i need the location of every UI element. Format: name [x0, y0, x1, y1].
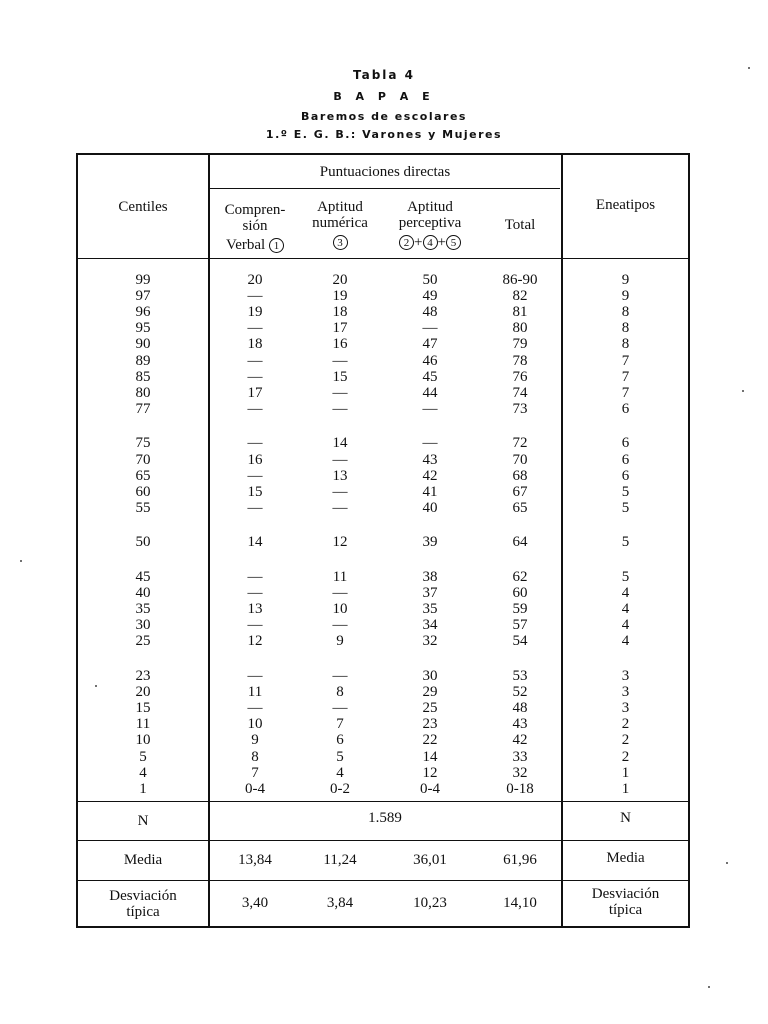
- comprension-cell: —: [247, 467, 263, 484]
- numerica-cell: 13: [332, 467, 348, 484]
- perceptiva-cell: —: [422, 435, 438, 452]
- eneatipo-cell: 3: [621, 668, 630, 684]
- comprension-cell: —: [247, 617, 263, 634]
- perceptiva-cell: 43: [422, 451, 438, 468]
- header-eneatipos: Eneatipos: [595, 197, 656, 213]
- eneatipo-cell: 6: [621, 435, 630, 452]
- total-cell: 86-90: [502, 272, 538, 288]
- perceptiva-cell: 38: [422, 569, 438, 585]
- perceptiva-cell: 14: [422, 748, 438, 765]
- comprension-cell: —: [247, 668, 263, 684]
- n-label: N: [137, 813, 149, 829]
- numerica-cell: 17: [332, 320, 348, 337]
- perceptiva-cell: 50: [422, 272, 438, 288]
- centile-cell: 99: [135, 272, 151, 288]
- total-cell: 74: [512, 384, 528, 401]
- numerica-cell: —: [332, 384, 348, 401]
- media-label: Media: [123, 852, 163, 868]
- perceptiva-cell: 41: [422, 483, 438, 500]
- perceptiva-cell: 30: [422, 668, 438, 684]
- eneatipo-cell: 2: [621, 716, 630, 733]
- n-bottom-rule: [78, 840, 688, 841]
- total-cell: 73: [512, 400, 528, 417]
- comprension-cell: —: [247, 320, 263, 337]
- centile-cell: 65: [135, 467, 151, 484]
- perceptiva-cell: 12: [422, 764, 438, 781]
- comprension-cell: 12: [247, 633, 263, 650]
- centile-cell: 70: [135, 451, 151, 468]
- comprension-cell: 13: [247, 601, 263, 618]
- eneatipo-cell: 5: [621, 483, 630, 500]
- perceptiva-cell: 22: [422, 732, 438, 749]
- eneatipo-cell: 8: [621, 304, 630, 321]
- comprension-cell: —: [247, 368, 263, 385]
- centile-cell: 85: [135, 368, 151, 385]
- comprension-cell: —: [247, 352, 263, 369]
- comprension-cell: —: [247, 499, 263, 516]
- centile-cell: 55: [135, 499, 151, 516]
- table-subtitle: Baremos de escolares: [301, 110, 467, 123]
- perceptiva-cell: 39: [422, 534, 438, 551]
- comprension-cell: —: [247, 585, 263, 602]
- media-numerica: 11,24: [323, 852, 357, 868]
- centile-cell: 95: [135, 320, 151, 337]
- scan-speck: [20, 560, 22, 562]
- total-cell: 78: [512, 352, 528, 369]
- numerica-cell: —: [332, 585, 348, 602]
- comprension-cell: 18: [247, 336, 263, 353]
- centile-cell: 50: [135, 534, 151, 551]
- numerica-cell: 14: [332, 435, 348, 452]
- centile-cell: 89: [135, 352, 151, 369]
- test-name: B A P A E: [333, 90, 435, 103]
- eneatipo-cell: 8: [621, 320, 630, 337]
- numerica-cell: 16: [332, 336, 348, 353]
- numerica-cell: 6: [336, 732, 344, 749]
- numerica-cell: 19: [332, 288, 348, 305]
- header-centiles: Centiles: [118, 199, 168, 215]
- desviacion-comprension: 3,40: [241, 895, 269, 911]
- circled-number-icon: 5: [446, 235, 461, 250]
- scan-speck: [748, 67, 750, 69]
- centile-cell: 30: [135, 617, 151, 634]
- eneatipo-cell: 3: [621, 700, 630, 717]
- perceptiva-cell: 25: [422, 700, 438, 717]
- perceptiva-cell: 46: [422, 352, 438, 369]
- numerica-cell: 20: [332, 272, 348, 288]
- total-cell: 54: [512, 633, 528, 650]
- total-cell: 65: [512, 499, 528, 516]
- scan-speck: [95, 685, 97, 687]
- total-cell: 82: [512, 288, 528, 305]
- total-cell: 60: [512, 585, 528, 602]
- comprension-cell: —: [247, 400, 263, 417]
- perceptiva-cell: 44: [422, 384, 438, 401]
- numerica-cell: 0-2: [330, 780, 350, 797]
- total-cell: 72: [512, 435, 528, 452]
- numerica-cell: 5: [336, 748, 344, 765]
- centile-cell: 40: [135, 585, 151, 602]
- scan-speck: [708, 986, 710, 988]
- comprension-cell: 17: [247, 384, 263, 401]
- centile-cell: 1: [139, 780, 147, 797]
- numerica-cell: —: [332, 400, 348, 417]
- centile-cell: 90: [135, 336, 151, 353]
- media-comprension: 13,84: [238, 852, 272, 868]
- data-bottom-rule: [78, 801, 688, 802]
- total-cell: 53: [512, 668, 528, 684]
- perceptiva-cell: 42: [422, 467, 438, 484]
- centile-cell: 15: [135, 700, 151, 717]
- perceptiva-cell: 45: [422, 368, 438, 385]
- centile-cell: 35: [135, 601, 151, 618]
- numerica-cell: —: [332, 499, 348, 516]
- centile-cell: 4: [139, 764, 147, 781]
- centile-cell: 80: [135, 384, 151, 401]
- eneatipo-cell: 5: [621, 534, 630, 551]
- numerica-cell: 11: [332, 569, 348, 585]
- header-total: Total: [504, 217, 536, 233]
- table-group: 1.º E. G. B.: Varones y Mujeres: [265, 128, 503, 141]
- total-cell: 68: [512, 467, 528, 484]
- numerica-cell: 12: [332, 534, 348, 551]
- total-cell: 43: [512, 716, 528, 733]
- numerica-cell: —: [332, 483, 348, 500]
- perceptiva-cell: 23: [422, 716, 438, 733]
- centile-cell: 77: [135, 400, 151, 417]
- total-cell: 0-18: [506, 780, 534, 797]
- numerica-cell: 4: [336, 764, 344, 781]
- centile-cell: 96: [135, 304, 151, 321]
- circled-number-icon: 1: [269, 238, 284, 253]
- numerica-cell: 9: [336, 633, 344, 650]
- total-cell: 33: [512, 748, 528, 765]
- numerica-cell: 7: [336, 716, 344, 733]
- perceptiva-cell: 35: [422, 601, 438, 618]
- perceptiva-cell: 32: [422, 633, 438, 650]
- eneatipo-cell: 4: [621, 585, 630, 602]
- comprension-cell: 20: [247, 272, 263, 288]
- centile-cell: 23: [135, 668, 151, 684]
- table-label: Tabla 4: [352, 68, 416, 82]
- centile-cell: 45: [135, 569, 151, 585]
- numerica-cell: —: [332, 668, 348, 684]
- circled-number-icon: 3: [333, 235, 348, 250]
- numerica-cell: 15: [332, 368, 348, 385]
- eneatipo-cell: 6: [621, 400, 630, 417]
- media-total: 61,96: [503, 852, 537, 868]
- total-cell: 62: [512, 569, 528, 585]
- header-comprension: Compren- sión Verbal 1: [224, 202, 286, 253]
- centile-cell: 5: [139, 748, 147, 765]
- eneatipo-cell: 9: [621, 272, 630, 288]
- total-cell: 67: [512, 483, 528, 500]
- numerica-cell: —: [332, 700, 348, 717]
- eneatipo-cell: 6: [621, 467, 630, 484]
- eneatipo-cell: 4: [621, 633, 630, 650]
- comprension-cell: —: [247, 435, 263, 452]
- comprension-cell: —: [247, 569, 263, 585]
- eneatipo-cell: 5: [621, 499, 630, 516]
- eneatipo-cell: 6: [621, 451, 630, 468]
- comprension-cell: 14: [247, 534, 263, 551]
- total-cell: 48: [512, 700, 528, 717]
- eneatipo-cell: 1: [621, 764, 630, 781]
- desviacion-numerica: 3,84: [326, 895, 354, 911]
- centile-cell: 97: [135, 288, 151, 305]
- centile-cell: 60: [135, 483, 151, 500]
- n-label-right: N: [620, 810, 631, 826]
- eneatipo-cell: 9: [621, 288, 630, 305]
- media-bottom-rule: [78, 880, 688, 881]
- comprension-cell: 11: [247, 684, 263, 701]
- baremos-table: [76, 153, 690, 928]
- desviacion-perceptiva: 10,23: [413, 895, 447, 911]
- header-divider: [210, 188, 560, 189]
- numerica-cell: —: [332, 617, 348, 634]
- total-cell: 59: [512, 601, 528, 618]
- total-cell: 52: [512, 684, 528, 701]
- eneatipo-cell: 4: [621, 617, 630, 634]
- perceptiva-cell: 48: [422, 304, 438, 321]
- desviacion-label: Desviación típica: [109, 888, 177, 920]
- header-aptitud-perceptiva: Aptitud perceptiva 2 + 4 + 5: [398, 199, 462, 251]
- media-perceptiva: 36,01: [413, 852, 447, 868]
- total-cell: 64: [512, 534, 528, 551]
- total-cell: 79: [512, 336, 528, 353]
- comprension-cell: 15: [247, 483, 263, 500]
- total-cell: 42: [512, 732, 528, 749]
- perceptiva-cell: 34: [422, 617, 438, 634]
- eneatipo-cell: 2: [621, 748, 630, 765]
- eneatipo-cell: 8: [621, 336, 630, 353]
- perceptiva-cell: 29: [422, 684, 438, 701]
- header-puntuaciones: Puntuaciones directas: [319, 164, 451, 180]
- total-cell: 57: [512, 617, 528, 634]
- eneatipo-cell: 7: [621, 384, 630, 401]
- total-cell: 80: [512, 320, 528, 337]
- scan-speck: [742, 390, 744, 392]
- centile-cell: 20: [135, 684, 151, 701]
- total-cell: 81: [512, 304, 528, 321]
- numerica-cell: —: [332, 352, 348, 369]
- comprension-cell: 8: [251, 748, 259, 765]
- eneatipo-cell: 3: [621, 684, 630, 701]
- media-label-right: Media: [606, 850, 645, 866]
- eneatipo-cell: 2: [621, 732, 630, 749]
- circled-number-icon: 4: [423, 235, 438, 250]
- eneatipo-cell: 7: [621, 368, 630, 385]
- comprension-cell: 16: [247, 451, 263, 468]
- total-cell: 76: [512, 368, 528, 385]
- desviacion-label-right: Desviación típica: [591, 886, 660, 918]
- eneatipo-cell: 4: [621, 601, 630, 618]
- circled-number-icon: 2: [399, 235, 414, 250]
- total-cell: 32: [512, 764, 528, 781]
- numerica-cell: 10: [332, 601, 348, 618]
- centile-cell: 25: [135, 633, 151, 650]
- perceptiva-cell: 0-4: [420, 780, 440, 797]
- centile-cell: 75: [135, 435, 151, 452]
- perceptiva-cell: —: [422, 400, 438, 417]
- total-cell: 70: [512, 451, 528, 468]
- perceptiva-cell: 37: [422, 585, 438, 602]
- numerica-cell: 18: [332, 304, 348, 321]
- n-value: 1.589: [368, 810, 402, 826]
- header-bottom-rule: [78, 258, 688, 259]
- eneatipo-cell: 5: [621, 569, 630, 585]
- comprension-cell: 19: [247, 304, 263, 321]
- eneatipo-cell: 1: [621, 780, 630, 797]
- comprension-cell: —: [247, 700, 263, 717]
- scan-speck: [726, 862, 728, 864]
- centile-cell: 10: [135, 732, 151, 749]
- comprension-cell: 10: [247, 716, 263, 733]
- header-aptitud-numerica: Aptitud numérica 3: [312, 199, 368, 250]
- numerica-cell: —: [332, 451, 348, 468]
- perceptiva-cell: 49: [422, 288, 438, 305]
- comprension-cell: —: [247, 288, 263, 305]
- eneatipo-cell: 7: [621, 352, 630, 369]
- perceptiva-cell: 40: [422, 499, 438, 516]
- desviacion-total: 14,10: [503, 895, 537, 911]
- comprension-cell: 9: [251, 732, 259, 749]
- perceptiva-cell: 47: [422, 336, 438, 353]
- centile-cell: 11: [135, 716, 151, 733]
- comprension-cell: 0-4: [245, 780, 265, 797]
- comprension-cell: 7: [251, 764, 259, 781]
- perceptiva-cell: —: [422, 320, 438, 337]
- numerica-cell: 8: [336, 684, 344, 701]
